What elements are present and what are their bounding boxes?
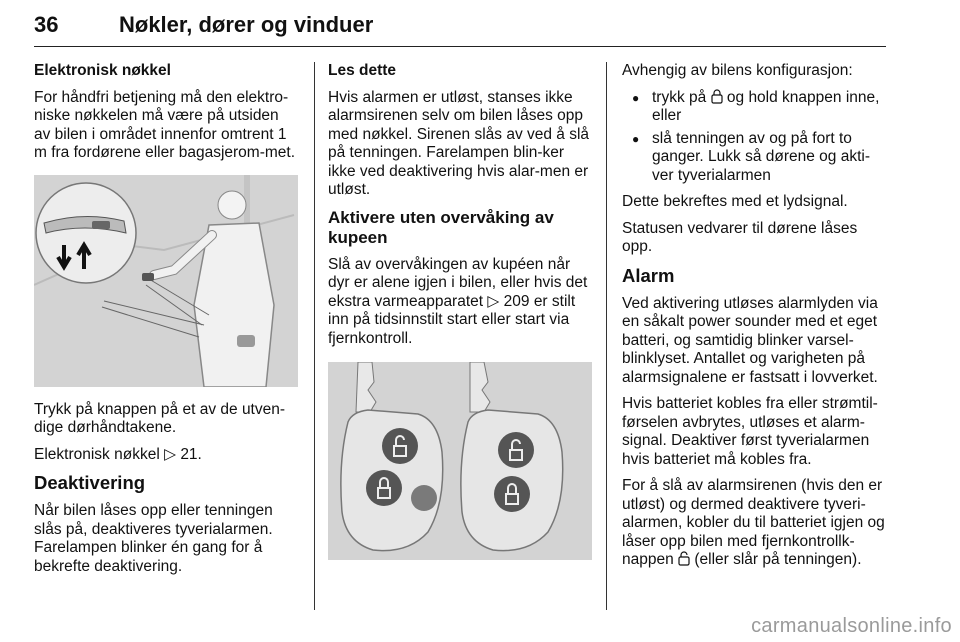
para-status: Statusen vedvarer til dørene låses opp. (622, 219, 858, 255)
heading-alarm: Alarm (622, 264, 675, 286)
page-title: Nøkler, dører og vinduer (119, 12, 374, 37)
page-header (34, 10, 886, 47)
illustration-door-handle (34, 175, 298, 387)
illustration-key-fobs (328, 362, 592, 560)
para-alarm-3 (622, 477, 888, 570)
para-deactivation: Når bilen låses opp eller tenningen slås på, deaktiveres tyverialarmen. Farelampen blinker én gang for å bekrefte deaktivering. (34, 502, 273, 575)
unlock-button-icon (678, 551, 690, 566)
heading-activate-without-monitoring: Aktivere uten overvåking av kupeen (328, 207, 554, 247)
page-number: 36 (34, 12, 59, 37)
ref-electronic-key (34, 446, 298, 465)
heading-note: Les dette (328, 62, 397, 79)
watermark: carmanualsonline.info (751, 615, 952, 637)
column-divider (606, 62, 607, 610)
bullet1-part-b: og hold knappen inne, eller (652, 88, 880, 124)
para-intro: Avhengig av bilens konfigurasjon: (622, 62, 853, 79)
para-activate-part-a: Slå av overvåkingen av kupéen når dyr er alene igjen i bilen, eller hvis det ekstra varmeapparatet (328, 255, 588, 310)
column-right (622, 62, 888, 578)
lock-button-icon (711, 89, 723, 104)
list-item: ● slå tenningen av og på fort to ganger. Lukk så dørene og akti-ver tyverialarmen (622, 130, 888, 186)
para-note: Hvis alarmen er utløst, stanses ikke alarmsirenen selv om bilen låses opp med nøkkel. Sirenen slås av ved å slå på tenningen. Farelampen blin-ker ikke ved deaktivering hvis alar-men er utløst. (328, 88, 590, 198)
ref-page: 209 (503, 292, 530, 310)
para-alarm-3-part-b: (eller slår på tenningen). (694, 551, 862, 568)
key-fobs-illustration (328, 362, 592, 560)
heading-electronic-key: Elektronisk nøkkel (34, 62, 171, 79)
door-handle-illustration (34, 175, 298, 387)
column-middle (328, 62, 592, 574)
page-reference-arrow-icon: ▷ (487, 292, 500, 310)
para-press-button: Trykk på knappen på et av de utven-dige dørhåndtakene. (34, 400, 286, 436)
para-activate (328, 256, 592, 349)
para-alarm-3-part-a: For å slå av alarmsirenen (hvis den er utløst) og dermed deaktivere tyveri-alarmen, kobler du til batteriet igjen og låser opp bilen med fjernkontrollk-nappen (622, 477, 885, 568)
ref-electronic-key-text: Elektronisk nøkkel (34, 445, 160, 463)
column-left (34, 62, 298, 584)
column-divider (314, 62, 315, 610)
options-list (622, 89, 888, 186)
para-electronic-key: For håndfri betjening må den elektro-niske nøkkelen må være på utsiden av bilen i området innenfor omtrent 1 m fra fordørene eller bagasjerom-met. (34, 88, 296, 161)
para-alarm-2: Hvis batteriet kobles fra eller strømtil-førselen avbrytes, utløses et alarm-signal. Deaktiver først tyverialarmen hvis batteriet må kobles fra. (622, 395, 878, 468)
para-activate-part-b: er stilt inn på tidsinnstilt start eller start via fjernkontroll. (328, 292, 576, 347)
heading-deactivation: Deaktivering (34, 472, 146, 493)
page-reference-arrow-icon: ▷ (164, 445, 176, 463)
ref-electronic-key-page: 21. (180, 445, 202, 463)
para-confirm: Dette bekreftes med et lydsignal. (622, 193, 848, 210)
bullet1-part-a: trykk på (652, 88, 707, 106)
list-item (622, 89, 888, 126)
para-alarm-1: Ved aktivering utløses alarmlyden via en såkalt power sounder med et eget batteri, og samtidig blinker varsel-blinklyset. Antallet og varigheten på alarmsignalene er fastsatt i lovverket. (622, 294, 878, 386)
